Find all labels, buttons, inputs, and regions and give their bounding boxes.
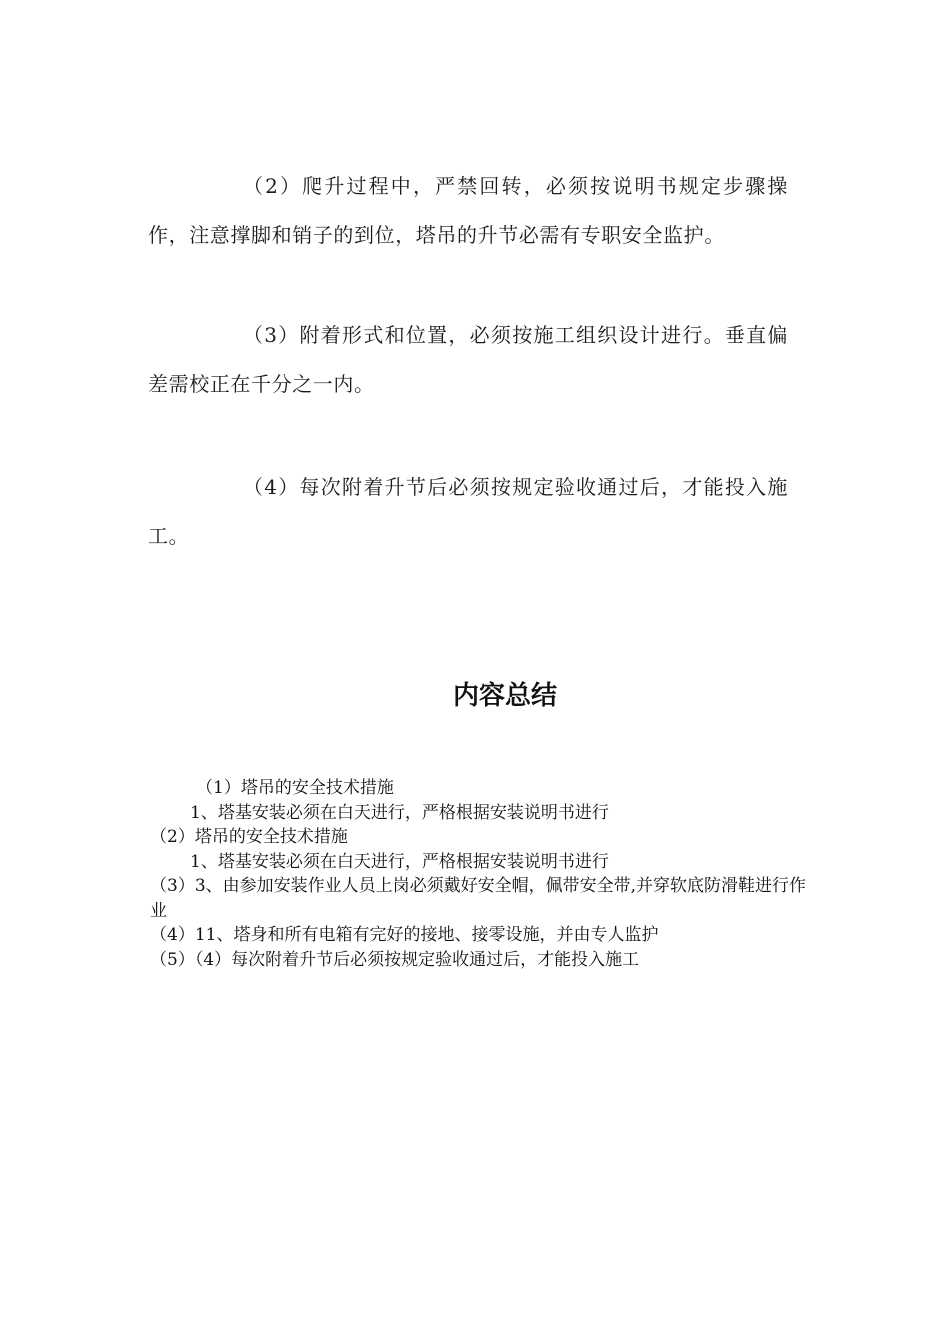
summary-title: 内容总结 [452,681,557,711]
summary-line: （2）塔吊的安全技术措施 [150,827,348,847]
summary-line: （5）（4）每次附着升节后必须按规定验收通过后，才能投入施工 [150,949,640,970]
summary-line: （3）3、由参加安装作业人员上岗必须戴好安全帽，佩带安全带,并穿软底防滑鞋进行作业 [150,876,807,921]
summary-line: （4）11、塔身和所有电箱有完好的接地、接零设施，并由专人监护 [150,925,659,945]
paragraph-2: （2）爬升过程中，严禁回转，必须按说明书规定步骤操作，注意撑脚和销子的到位，塔吊的升节必需有专职安全监护。 [148,174,788,247]
summary-line: 1、塔基安装必须在白天进行，严格根据安装说明书进行 [190,802,609,823]
paragraph-4: （4）每次附着升节后必须按规定验收通过后，才能投入施工。 [148,475,788,548]
summary-line: 1、塔基安装必须在白天进行，严格根据安装说明书进行 [190,851,609,872]
summary-line: （1）塔吊的安全技术措施 [196,778,394,798]
paragraph-3: （3）附着形式和位置，必须按施工组织设计进行。垂直偏差需校正在千分之一内。 [148,323,788,396]
summary-section [150,776,810,972]
